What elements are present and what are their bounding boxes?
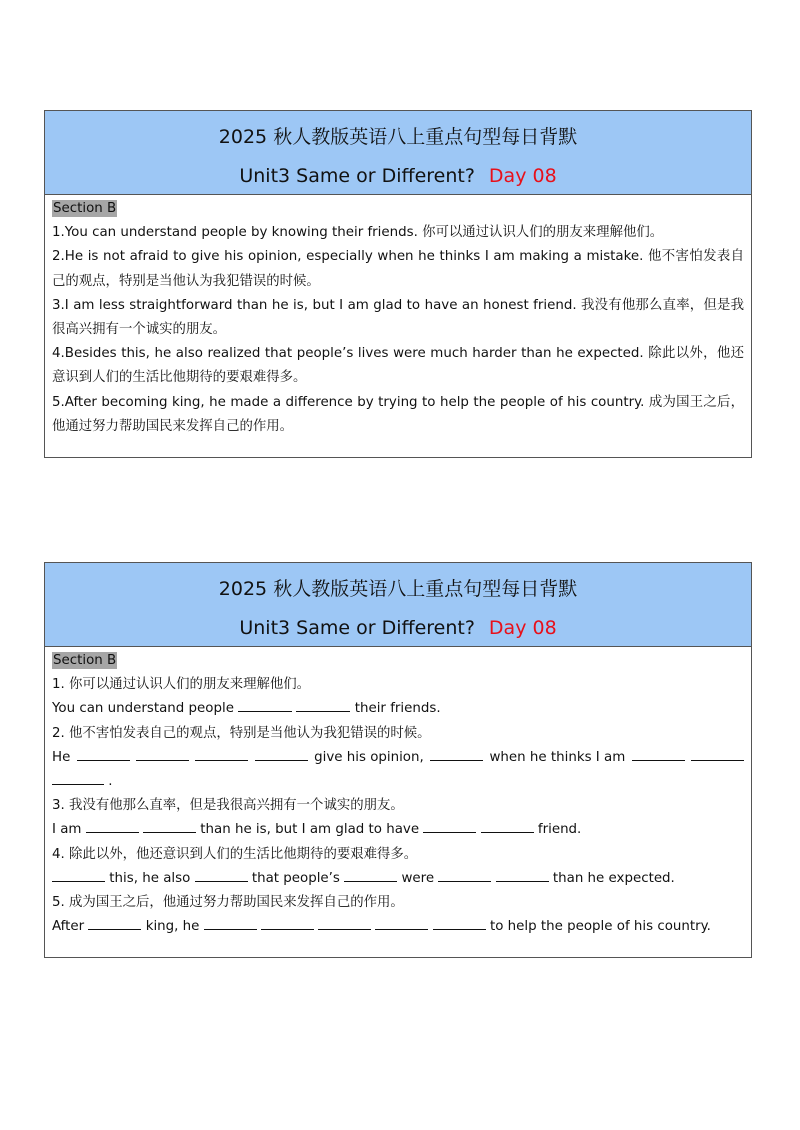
question-prompt: 3. 我没有他那么直率，但是我很高兴拥有一个诚实的朋友。 [52, 798, 404, 814]
sentence-text: to help the people of his country. [489, 919, 711, 935]
blank[interactable] [344, 867, 397, 882]
sentence-text: friend. [537, 822, 582, 838]
sentence-text: After [52, 919, 85, 935]
unit-subtitle [45, 163, 751, 189]
sentence-text: than he is, but I am glad to have [200, 822, 420, 838]
question-sentence [52, 770, 744, 794]
blank[interactable] [195, 867, 248, 882]
question-sentence [52, 915, 744, 939]
blank[interactable] [430, 746, 483, 761]
page-title: 2025 秋人教版英语八上重点句型每日背默 [218, 578, 578, 600]
blank[interactable] [318, 915, 371, 930]
blank[interactable] [691, 746, 744, 761]
sentence-text: give his opinion, [314, 749, 424, 765]
question-sentence [52, 746, 744, 770]
blank[interactable] [143, 818, 196, 833]
unit-label: Unit3 Same or Different? [239, 617, 475, 639]
blank[interactable] [238, 697, 292, 712]
answer-card [44, 110, 752, 458]
sentence-text: I am [52, 822, 82, 838]
blank[interactable] [255, 746, 308, 761]
question-prompt: 1. 你可以通过认识人们的朋友来理解他们。 [52, 677, 311, 693]
blank[interactable] [296, 697, 350, 712]
blank[interactable] [52, 770, 104, 785]
sentence-text: . [108, 774, 113, 790]
blank[interactable] [433, 915, 486, 930]
question-sentence [52, 867, 744, 891]
sentence-text: were [401, 870, 435, 886]
day-label: Day 08 [488, 617, 557, 639]
section-label: Section B [53, 653, 117, 668]
card-header [45, 111, 751, 195]
blank[interactable] [375, 915, 428, 930]
exercise-body [45, 647, 751, 939]
question-sentence [52, 818, 744, 842]
question-prompt: 5. 成为国王之后，他通过努力帮助国民来发挥自己的作用。 [52, 895, 404, 911]
sentence-text: You can understand people [52, 701, 234, 717]
page-title: 2025 秋人教版英语八上重点句型每日背默 [218, 126, 578, 148]
blank[interactable] [496, 867, 549, 882]
sentence-text: He [52, 749, 71, 765]
exercise-card [44, 562, 752, 958]
blank[interactable] [438, 867, 491, 882]
blank[interactable] [136, 746, 189, 761]
sentence-text: that people’s [251, 870, 340, 886]
blank[interactable] [481, 818, 534, 833]
sentence-text: than he expected. [552, 870, 675, 886]
blank[interactable] [88, 915, 141, 930]
sentence-text: when he thinks I am [489, 749, 626, 765]
blank[interactable] [423, 818, 476, 833]
answer-item: 3.I am less straightforward than he is, but I am glad to have an honest friend. 我没有他那么直率，但是我很高兴拥有一个诚实的朋友。 [52, 297, 744, 338]
sentence-text: this, he also [109, 870, 191, 886]
question-prompt: 2. 他不害怕发表自己的观点，特别是当他认为我犯错误的时候。 [52, 725, 431, 741]
day-label: Day 08 [488, 165, 557, 187]
blank[interactable] [261, 915, 314, 930]
blank[interactable] [204, 915, 257, 930]
card-header [45, 563, 751, 647]
blank[interactable] [52, 867, 105, 882]
answer-item: 1.You can understand people by knowing their friends. 你可以通过认识人们的朋友来理解他们。 [52, 225, 664, 241]
answer-item: 2.He is not afraid to give his opinion, especially when he thinks I am making a mistake. 他不害怕发表自己的观点，特别是当他认为我犯错误的时候。 [52, 249, 744, 289]
question-sentence [52, 697, 744, 721]
question-prompt: 4. 除此以外，他还意识到人们的生活比他期待的要艰难得多。 [52, 846, 418, 862]
sentence-text: king, he [145, 919, 200, 935]
answer-item: 4.Besides this, he also realized that people’s lives were much harder than he expected. 除此以外，他还意识到人们的生活比他期待的要艰难得多。 [52, 346, 744, 386]
blank[interactable] [195, 746, 248, 761]
section-label: Section B [53, 201, 117, 216]
unit-subtitle [45, 615, 751, 641]
blank[interactable] [86, 818, 139, 833]
blank[interactable] [77, 746, 130, 761]
unit-label: Unit3 Same or Different? [239, 165, 475, 187]
answer-item: 5.After becoming king, he made a difference by trying to help the people of his country. 成为国王之后，他通过努力帮助国民来发挥自己的作用。 [52, 394, 744, 434]
blank[interactable] [632, 746, 685, 761]
answer-body [45, 195, 751, 439]
sentence-text: their friends. [354, 701, 441, 717]
